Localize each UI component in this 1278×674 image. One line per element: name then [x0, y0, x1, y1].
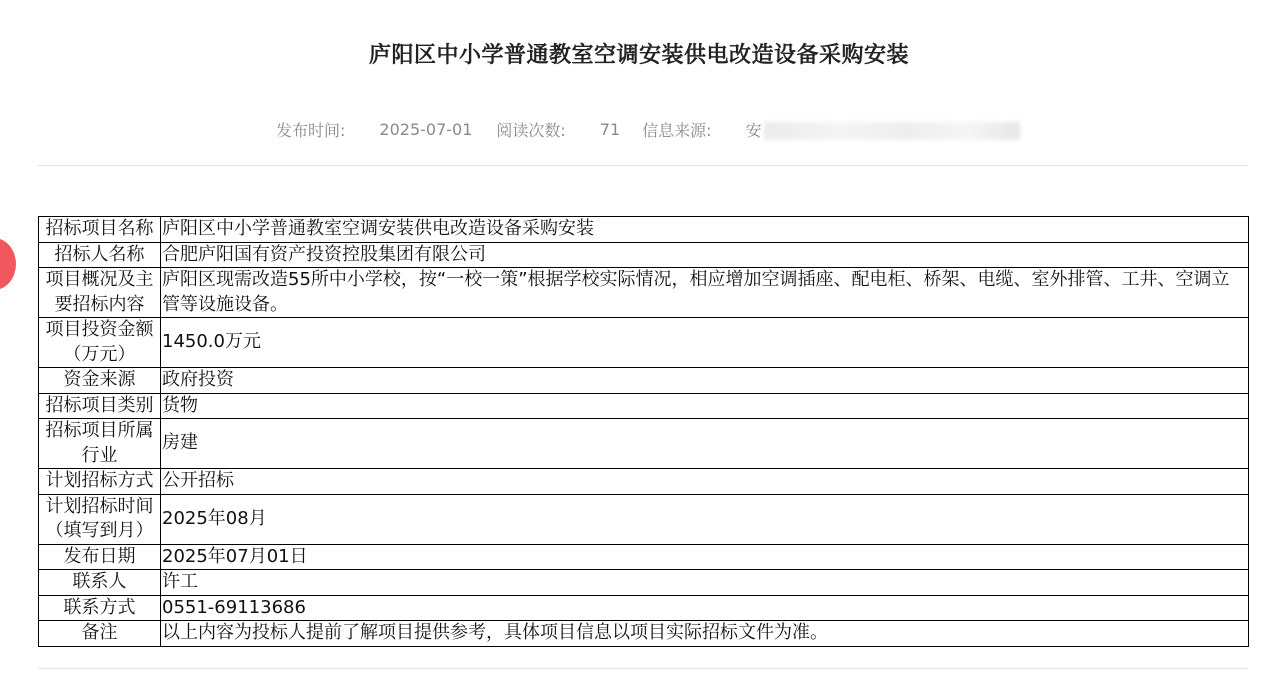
row-label: 发布日期 [39, 544, 161, 570]
publish-time-label: 发布时间: [276, 120, 346, 140]
row-value: 房建 [161, 419, 1249, 469]
row-label: 联系人 [39, 570, 161, 596]
row-value: 2025年08月 [161, 494, 1249, 544]
table-row [39, 419, 1249, 469]
row-label: 计划招标方式 [39, 469, 161, 495]
table-row [39, 368, 1249, 394]
row-label: 项目概况及主要招标内容 [39, 268, 161, 318]
table-row [39, 469, 1249, 495]
row-label: 联系方式 [39, 595, 161, 621]
row-label: 招标项目名称 [39, 217, 161, 243]
table-row [39, 242, 1249, 268]
read-count-value: 71 [599, 119, 621, 139]
row-label: 资金来源 [39, 368, 161, 394]
article-meta [276, 117, 1020, 141]
row-label: 招标项目所属行业 [39, 419, 161, 469]
table-row [39, 393, 1249, 419]
page-title: 庐阳区中小学普通教室空调安装供电改造设备采购安装 [368, 43, 909, 68]
table-row [39, 544, 1249, 570]
table-row [39, 494, 1249, 544]
info-source-value [746, 118, 1020, 141]
row-value: 许工 [161, 570, 1249, 596]
row-label: 招标人名称 [39, 242, 161, 268]
row-value: 公开招标 [161, 469, 1249, 495]
row-value: 0551-69113686 [161, 595, 1249, 621]
divider-top [38, 165, 1248, 166]
redacted-blur [764, 122, 1020, 140]
floating-red-badge[interactable] [0, 238, 16, 290]
row-label: 备注 [39, 621, 161, 647]
row-label: 计划招标时间（填写到月） [39, 494, 161, 544]
row-value: 政府投资 [161, 368, 1249, 394]
table-row [39, 595, 1249, 621]
table-row [39, 318, 1249, 368]
table-row [39, 621, 1249, 647]
row-value: 1450.0万元 [161, 318, 1249, 368]
row-value: 合肥庐阳国有资产投资控股集团有限公司 [161, 242, 1249, 268]
divider-bottom [38, 668, 1248, 669]
row-value: 货物 [161, 393, 1249, 419]
table-row [39, 217, 1249, 243]
info-source-label: 信息来源: [642, 120, 712, 140]
table-row [39, 268, 1249, 318]
row-value: 庐阳区中小学普通教室空调安装供电改造设备采购安装 [161, 217, 1249, 243]
read-count-label: 阅读次数: [496, 120, 566, 140]
row-label: 招标项目类别 [39, 393, 161, 419]
publish-time-value: 2025-07-01 [379, 119, 473, 139]
row-label: 项目投资金额（万元） [39, 318, 161, 368]
table-row [39, 570, 1249, 596]
tender-info-table [38, 216, 1249, 647]
info-source-text: 安 [745, 120, 762, 140]
row-value: 2025年07月01日 [161, 544, 1249, 570]
row-value: 庐阳区现需改造55所中小学校，按“一校一策”根据学校实际情况，相应增加空调插座、配电柜、桥架、电缆、室外排管、工井、空调立管等设施设备。 [161, 268, 1249, 318]
row-value: 以上内容为投标人提前了解项目提供参考，具体项目信息以项目实际招标文件为准。 [161, 621, 1249, 647]
